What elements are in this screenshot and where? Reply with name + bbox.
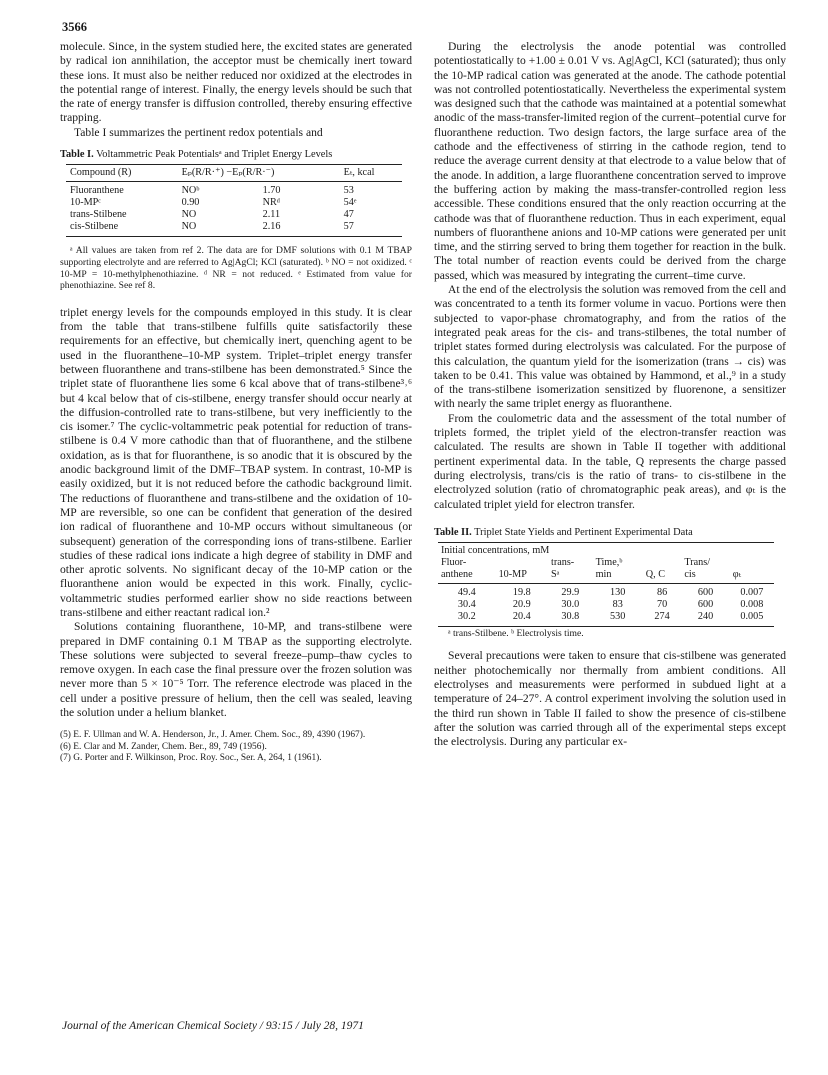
table-row (66, 182, 402, 198)
table-cell: NO (181, 209, 197, 221)
paragraph: molecule. Since, in the system studied here, the excited states are generated by radical ion annihilation, the acceptor must be chemically inert toward these ions. It must also be neither reduced nor oxidized at the electrodes in the potential range of interest. Finally, the energy levels should be such that the rate of energy transfer is diffusion controlled, thereby ensuring effective trapping. (60, 40, 412, 125)
table-header-cell: Sᵃ (548, 569, 593, 584)
table-cell: 30.4 (457, 599, 476, 611)
table-header-cell: Eₜ, kcal (340, 165, 402, 182)
table-header-cell: Fluor- (441, 557, 467, 569)
right-column (434, 40, 786, 749)
table-1 (60, 148, 412, 237)
footnote: ᵃ All values are taken from ref 2. The data are for DMF solutions with 0.1 M TBAP supporting electrolyte and are referred to Ag|AgCl; KCl (saturated). ᵇ NO = not oxidized. ᶜ 10-MP = 10-methylphenothiazine. ᵈ NR = not reduced. ᵉ Estimated from value for phenothiazine. See ref 8. (60, 245, 412, 292)
table-header-cell: trans- (551, 557, 575, 569)
table-1-grid (66, 164, 402, 237)
table-cell: 2.11 (262, 209, 281, 221)
table-header-cell: Q, C (643, 569, 682, 584)
table-cell: 1.70 (262, 185, 281, 197)
table-cell: 83 (612, 599, 623, 611)
table-cell: 57 (340, 221, 402, 237)
table-cell: 600 (697, 587, 714, 599)
table-cell: 274 (643, 611, 682, 627)
table-cell: 10-MPᶜ (70, 197, 101, 209)
table-cell: 19.8 (512, 587, 531, 599)
table-row (66, 221, 402, 237)
table-cell: cis-Stilbene (66, 221, 178, 237)
table-header-cell: Compound (R) (66, 165, 178, 182)
table-row (438, 611, 774, 627)
table-header-cell (730, 557, 774, 569)
table-2-caption (434, 526, 786, 540)
paragraph: At the end of the electrolysis the solution was removed from the cell and was concentrated to a tenth its former volume in vacuo. Portions were then subjected to vapor-phase chromatography, and from the ratios of the integrated peak areas for the cis- and trans-stilbenes, the total number of triplet states formed during electrolysis was calculated. For the purpose of this calculation, the quantum yield for the isomerization (trans → cis) was taken to be 0.41. This value was obtained by Hammond, et al.,⁹ in a study of the trans-stilbene isomerization sensitized by fluorenone, a sensitizer with nearly the same triplet energy as fluoranthene. (434, 283, 786, 411)
paragraph: From the coulometric data and the assessment of the total number of triplets formed, the triplet yield of the electron-transfer reaction was calculated. The results are shown in Table II together with additional pertinent experimental data. In the table, Q represents the charge passed during electrolysis, trans/cis is the ratio of trans- to cis-stilbene in the electrolyzed solution (ratio of chromatographic peak areas), and φₜ is the calculated triplet yield for electron transfer. (434, 411, 786, 511)
table-cell: 49.4 (457, 587, 476, 599)
table-cell: 30.8 (548, 611, 593, 627)
table-2-grid (438, 542, 774, 627)
paragraph: Several precautions were taken to ensure that cis-stilbene was generated neither photochemically nor thermally from ambient conditions. All electrolyses and measurements were performed in subdued light at a temperature of 24–27°. A control experiment involving the solution used in the third run shown in Table II failed to show the presence of cis-stilbene after the solution was carried through all of the experimental steps except the electrolysis. During any particular ex- (434, 649, 786, 749)
table-cell: 530 (593, 611, 643, 627)
table-1-label: Table I. (60, 149, 94, 161)
table-row (66, 209, 402, 221)
table-cell: 0.007 (740, 587, 764, 599)
table-header-cell: anthene (438, 569, 496, 584)
table-cell: 20.9 (512, 599, 531, 611)
table-cell: 0.90 (181, 197, 200, 209)
table-cell: trans-Stilbene (70, 209, 127, 221)
left-column (60, 40, 412, 765)
table-row (438, 599, 774, 611)
table-cell: NOᵇ (181, 185, 200, 197)
table-cell: 86 (656, 587, 668, 599)
table-cell: 0.005 (730, 611, 774, 627)
table-cell: 20.4 (496, 611, 548, 627)
table-cell: 29.9 (561, 587, 580, 599)
paragraph: triplet energy levels for the compounds employed in this study. It is clear from the table that trans-stilbene fulfills quite satisfactorily these requirements for an effective, but chemically inert, quenching agent to be used in the fluoranthene–10-MP system. Triplet–triplet energy transfer between fluoranthene and trans-stilbene has been demonstrated.⁵ Since the triplet state of fluoranthene lies some 6 kcal above that of trans-stilbene³˒⁶ but 4 kcal below that of cis-stilbene, energy transfer should occur nearly at the diffusion-controlled rate to trans-stilbene, but very inefficiently to the cis isomer.⁷ The cyclic-voltammetric peak potential for reduction of trans-stilbene is 0.4 V more cathodic than that of fluoranthene, and the stilbene oxidation, as is that for fluoranthene, is so anodic that it is obscured by the anodic background limit of the DMF–TBAP system. In contrast, 10-MP is easily oxidized, but it is not reduced before the cathodic background limit. The reductions of fluoranthene and trans-stilbene and the oxidation of 10-MP are reversible, so one can be confident that generation of the desired ion radical of fluoranthene and 10-MP occurs without simultaneous (or subsequent) generation of the corresponding ions of trans-stilbene. Earlier studies of these radical ions indicate a high degree of stability in DMF and other aprotic solvents. No significant decay of the 10-MP cation or the fluoranthene anion would be expected in this work. Finally, cyclic-voltammetric studies performed earlier show no side reactions between trans-stilbene and either reactant radical ion.² (60, 305, 412, 619)
table-cell: NO (178, 221, 259, 237)
table-cell: 0.008 (740, 599, 764, 611)
table-header-cell (643, 557, 682, 569)
table-header-cell: Eₚ(R/R·⁺) −Eₚ(R/R·⁻) (178, 165, 340, 182)
table-row (438, 584, 774, 600)
table-1-title: Voltammetric Peak Potentialsᵃ and Triplet Energy Levels (96, 149, 333, 161)
table-cell: 240 (681, 611, 729, 627)
table-cell: 70 (656, 599, 668, 611)
table-cell: Fluoranthene (70, 185, 124, 197)
table-cell: NRᵈ (262, 197, 280, 209)
table-1-footnotes (60, 245, 412, 291)
table-2-title: Triplet State Yields and Pertinent Experimental Data (474, 526, 693, 538)
table-header-cell (496, 557, 548, 569)
table-cell: 600 (697, 599, 714, 611)
table-cell: 30.2 (438, 611, 496, 627)
table-cell: 30.0 (561, 599, 580, 611)
table-header-cell: min (593, 569, 643, 584)
paragraph: Table I summarizes the pertinent redox potentials and (74, 125, 323, 139)
table-cell: 47 (343, 209, 354, 221)
reference: (5) E. F. Ullman and W. A. Henderson, Jr., J. Amer. Chem. Soc., 89, 4390 (1967). (60, 730, 366, 741)
table-header-cell: φₜ (730, 569, 774, 584)
paragraph: During the electrolysis the anode potential was controlled potentiostatically to +1.00 ± 0.01 V vs. Ag|AgCl, KCl (saturated); thus only the 10-MP radical cation was generated at the anode. The cathode potential was not controlled potentiostatically. Nevertheless the experimental system was designed such that the cathode was maintained at a potential somewhat anodic of the mass-transfer-limited region of the current–potential curve for fluoranthene reduction. Two design factors, the large surface area of the cathode and the effectiveness of stirring in the cathode region, tend to reduce the average current density at that electrode to a value below that of the anode. In addition, a large fluoranthene concentration served to improve the buffering action by making the mass-transfer-controlled region less accessible. These conditions ensured that the only reaction occurring at the cathode was that of fluoranthene reduction. Thus in each experiment, equal numbers of fluoranthene anions and 10-MP cations were generated per unit time, and the stirring served to bring them together for reaction in the bulk. The total number of reaction events could be derived from the charge passed, which was measured by integrating the current–time curve. (434, 40, 786, 282)
table-header-cell: 10-MP (496, 569, 548, 584)
table-2-label: Table II. (434, 526, 472, 538)
page-number: 3566 (62, 20, 87, 34)
table-cell: 54ᵉ (343, 197, 357, 209)
paragraph: Solutions containing fluoranthene, 10-MP, and trans-stilbene were prepared in DMF containing 0.1 M TBAP as the supporting electrolyte. These solutions were subjected to several freeze–pump–thaw cycles to remove oxygen. In each case the final pressure over the frozen solution was never more than 5 × 10⁻⁵ Torr. The reference electrode was placed in the cell under a positive pressure of helium, then the cell was sealed, leaving the solution under a helium blanket. (60, 620, 412, 720)
reference: (6) E. Clar and M. Zander, Chem. Ber., 89, 749 (1956). (60, 741, 267, 752)
table-header-cell: cis (681, 569, 729, 584)
table-cell: 53 (343, 185, 354, 197)
table-cell: 2.16 (259, 221, 340, 237)
references (60, 730, 412, 764)
table-header-cell: Time,ᵇ (595, 557, 623, 569)
table-cell: 130 (610, 587, 626, 599)
table-2 (434, 526, 786, 642)
table-header-cell: Trans/ (684, 557, 711, 569)
table-1-caption (60, 148, 412, 162)
table-2-footnote: ᵃ trans-Stilbene. ᵇ Electrolysis time. (448, 628, 584, 640)
table-group-header: Initial concentrations, mM (438, 543, 774, 558)
journal-footer: Journal of the American Chemical Society / 93:15 / July 28, 1971 (62, 1020, 364, 1032)
reference: (7) G. Porter and F. Wilkinson, Proc. Roy. Soc., Ser. A, 264, 1 (1961). (60, 753, 322, 764)
table-row (66, 197, 402, 209)
